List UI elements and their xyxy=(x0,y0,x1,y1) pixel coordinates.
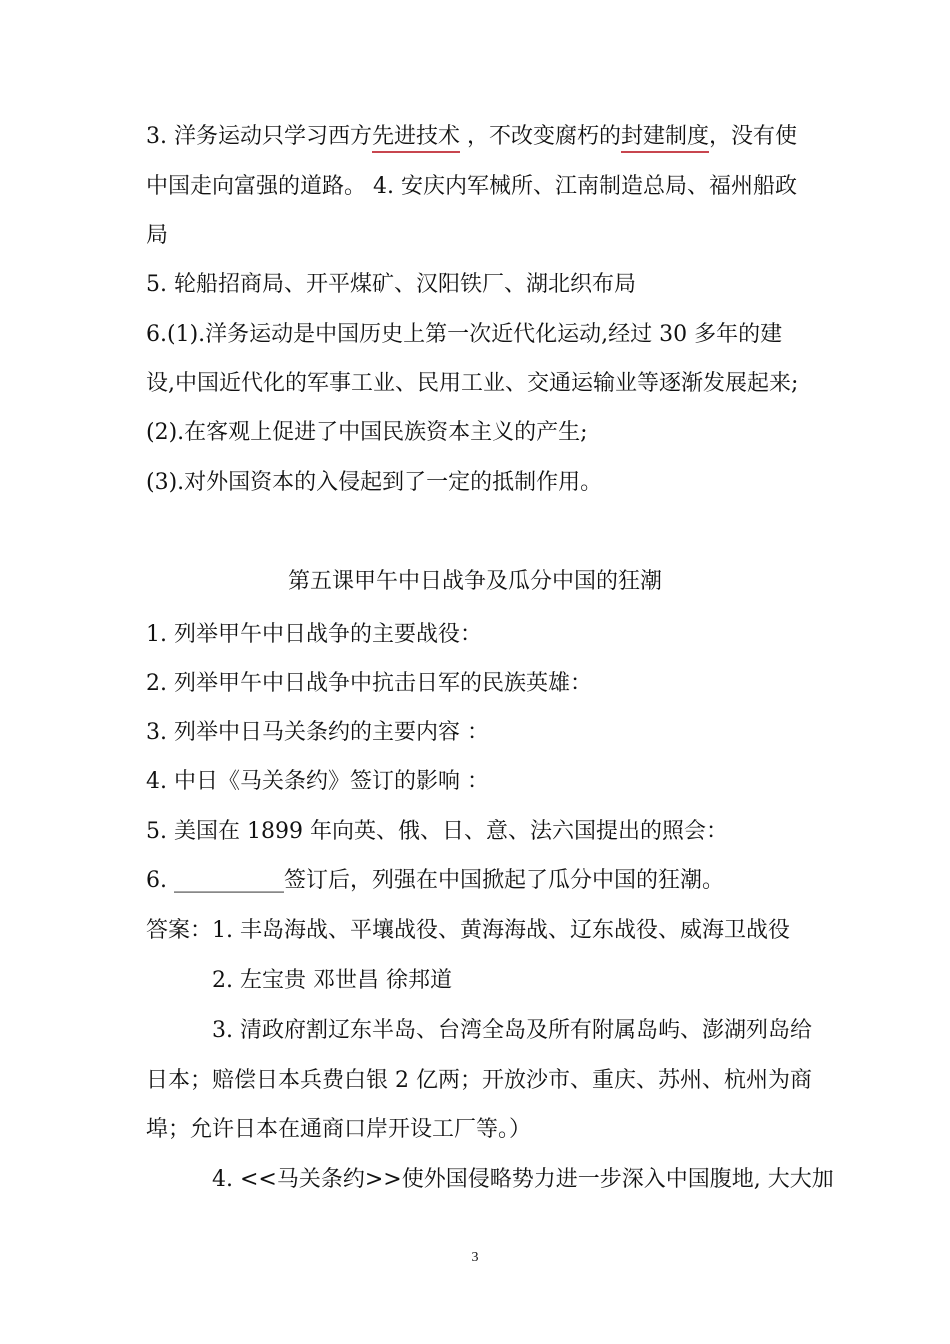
line-8: (3).对外国资本的入侵起到了一定的抵制作用。 xyxy=(146,470,603,495)
answer-2: 2. 左宝贵 邓世昌 徐邦道 xyxy=(212,968,452,993)
line-2: 中国走向富强的道路。 4. 安庆内军械所、江南制造总局、福州船政 xyxy=(146,174,797,199)
line-7: (2).在客观上促进了中国民族资本主义的产生; xyxy=(146,420,588,445)
page-number: 3 xyxy=(471,1250,479,1265)
line-6: 设,中国近代化的军事工业、民用工业、交通运输业等逐渐发展起来; xyxy=(146,371,799,396)
line-3: 局 xyxy=(146,223,169,248)
answer-4-line-1: 4. <<马关条约>>使外国侵略势力进一步深入中国腹地, 大大加 xyxy=(212,1167,834,1192)
question-4: 4. 中日《马关条约》签订的影响 ： xyxy=(146,769,489,794)
question-2: 2. 列举甲午中日战争中抗击日军的民族英雄： xyxy=(146,671,592,696)
line-4: 5. 轮船招商局、开平煤矿、汉阳铁厂、湖北织布局 xyxy=(146,272,636,297)
answer-3-line-1: 3. 清政府割辽东半岛、台湾全岛及所有附属岛屿、澎湖列岛给 xyxy=(212,1018,812,1043)
question-6: 6. __________签订后，列强在中国掀起了瓜分中国的狂潮。 xyxy=(146,868,724,893)
underlined-term-feudal-system: 封建制度 xyxy=(621,124,709,153)
question-1: 1. 列举甲午中日战争的主要战役： xyxy=(146,622,482,647)
question-3: 3. 列举中日马关条约的主要内容 ： xyxy=(146,720,489,745)
line-1 xyxy=(146,122,797,152)
text: ，不改变腐朽的 xyxy=(460,124,621,149)
text: ，没有使 xyxy=(709,124,798,149)
question-5: 5. 美国在 1899 年向英、俄、日、意、法六国提出的照会： xyxy=(146,819,728,844)
answer-1: 答案：1. 丰岛海战、平壤战役、黄海海战、辽东战役、威海卫战役 xyxy=(146,918,790,943)
answer-3-line-3: 埠；允许日本在通商口岸开设工厂等。） xyxy=(146,1117,532,1142)
answer-3-line-2: 日本；赔偿日本兵费白银 2 亿两；开放沙市、重庆、苏州、杭州为商 xyxy=(146,1068,812,1093)
lesson-title: 第五课甲午中日战争及瓜分中国的狂潮 xyxy=(287,569,662,594)
underlined-term-advanced-tech: 先进技术 xyxy=(372,124,460,153)
line-5: 6.(1).洋务运动是中国历史上第一次近代化运动,经过 30 多年的建 xyxy=(146,322,783,347)
text: 3. 洋务运动只学习西方 xyxy=(146,124,372,149)
